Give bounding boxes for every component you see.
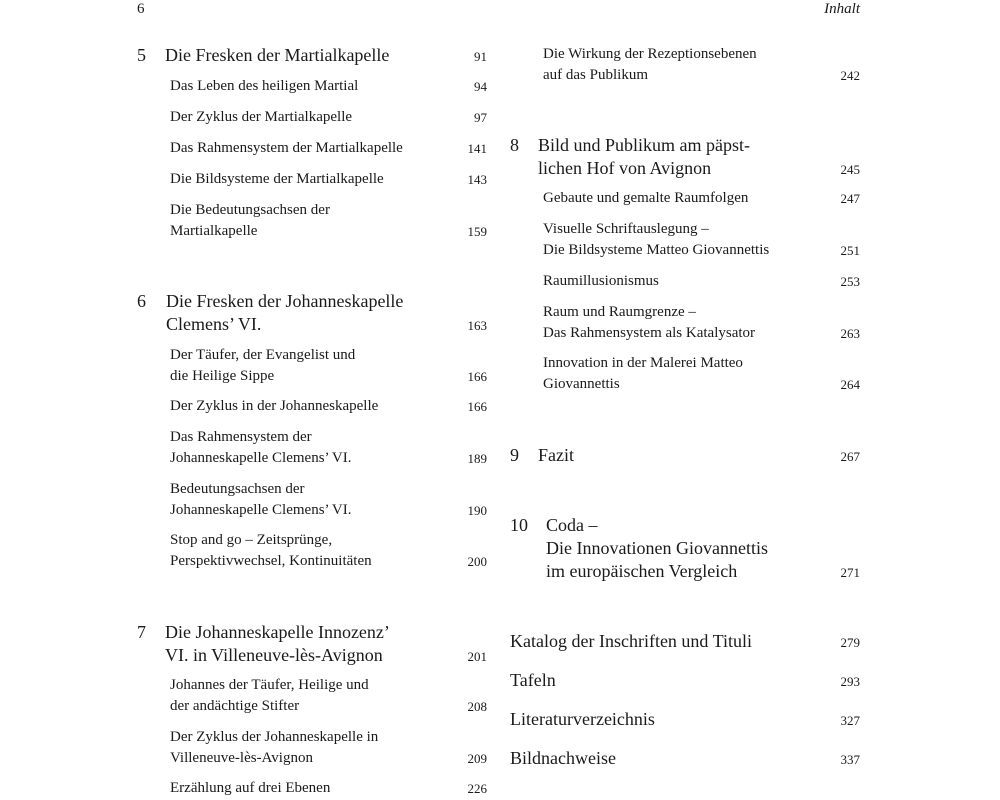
- entry-title: Gebaute und gemalte Raumfolgen: [543, 190, 749, 206]
- page-ref: 267: [840, 449, 860, 464]
- page-ref: 271: [840, 565, 860, 580]
- running-title: Inhalt: [824, 1, 860, 17]
- page-ref: 209: [467, 751, 487, 766]
- page-ref: 253: [840, 274, 860, 289]
- toc-entry[interactable]: [137, 138, 487, 159]
- page-ref: 97: [474, 110, 487, 125]
- entry-title: Das Rahmensystem der Martialkapelle: [170, 140, 403, 156]
- page-ref: 327: [840, 713, 860, 728]
- chapter-number: 7: [137, 622, 146, 642]
- chapter-title: Fazit: [538, 445, 574, 465]
- page-ref: 163: [467, 318, 487, 333]
- entry-title: Stop and go – Zeitsprünge, Perspektivwechsel, Kontinuitäten: [170, 532, 372, 569]
- toc-entry[interactable]: [137, 345, 487, 387]
- chapter-title: Coda – Die Innovationen Giovannettis im europäischen Vergleich: [546, 515, 768, 581]
- toc-entry[interactable]: [510, 44, 860, 86]
- entry-title: Literaturverzeichnis: [510, 709, 655, 729]
- toc-entry[interactable]: [137, 396, 487, 417]
- entry-title: Raum und Raumgrenze – Das Rahmensystem als Katalysator: [543, 304, 756, 341]
- toc-entry[interactable]: [137, 200, 487, 242]
- page-ref: 337: [840, 752, 860, 767]
- toc-entry[interactable]: [137, 76, 487, 97]
- chapter-number: 5: [137, 45, 146, 65]
- toc-backmatter-catalog[interactable]: [510, 630, 860, 653]
- entry-title: Innovation in der Malerei Matteo Giovannettis: [543, 355, 743, 392]
- toc-backmatter-plates[interactable]: [510, 669, 860, 692]
- page-ref: 208: [467, 699, 487, 714]
- entry-title: Bedeutungsachsen der Johanneskapelle Clemens’ VI.: [170, 481, 352, 518]
- page-ref: 190: [467, 503, 487, 518]
- chapter-number: 6: [137, 291, 146, 311]
- entry-title: Die Wirkung der Rezeptionsebenen auf das Publikum: [543, 46, 757, 83]
- entry-title: Der Täufer, der Evangelist und die Heilige Sippe: [170, 347, 356, 384]
- toc-entry[interactable]: [137, 169, 487, 190]
- entry-title: Der Zyklus in der Johanneskapelle: [170, 398, 379, 414]
- page-ref: 159: [467, 224, 487, 239]
- entry-title: Der Zyklus der Martialkapelle: [170, 109, 353, 125]
- chapter-number: 10: [510, 515, 528, 535]
- chapter-number: 9: [510, 445, 519, 465]
- entry-title: Das Rahmensystem der Johanneskapelle Clemens’ VI.: [170, 429, 352, 466]
- entry-title: Raumillusionismus: [543, 273, 659, 289]
- chapter-title: Die Fresken der Martialkapelle: [165, 45, 390, 65]
- toc-chapter-8[interactable]: [510, 134, 860, 180]
- toc-chapter-5[interactable]: [137, 44, 487, 67]
- toc-entry[interactable]: [137, 727, 487, 769]
- page-ref: 143: [467, 172, 487, 187]
- page-ref: 245: [840, 162, 860, 177]
- page-ref: 251: [840, 243, 860, 258]
- page-ref: 91: [474, 49, 487, 64]
- toc-entry[interactable]: [510, 353, 860, 395]
- toc-backmatter-image-credits[interactable]: [510, 747, 860, 770]
- entry-title: Johannes der Täufer, Heilige und der andächtige Stifter: [170, 677, 369, 714]
- chapter-title: Bild und Publikum am päpst- lichen Hof von Avignon: [538, 135, 751, 178]
- page-ref: 189: [467, 451, 487, 466]
- page-ref: 263: [840, 326, 860, 341]
- toc-entry[interactable]: [510, 271, 860, 292]
- toc-entry[interactable]: [137, 479, 487, 521]
- page-ref: 242: [840, 68, 860, 83]
- entry-title: Katalog der Inschriften und Tituli: [510, 631, 752, 651]
- entry-title: Die Bildsysteme der Martialkapelle: [170, 171, 384, 187]
- page-ref: 247: [840, 191, 860, 206]
- toc-entry[interactable]: [510, 188, 860, 209]
- page-ref: 201: [467, 649, 487, 664]
- toc-chapter-9[interactable]: [510, 444, 860, 467]
- entry-title: Visuelle Schriftauslegung – Die Bildsysteme Matteo Giovannettis: [543, 221, 770, 258]
- toc-entry[interactable]: [137, 530, 487, 572]
- toc-entry[interactable]: [510, 302, 860, 344]
- entry-title: Die Bedeutungsachsen der Martialkapelle: [170, 202, 330, 239]
- toc-entry[interactable]: [137, 427, 487, 469]
- chapter-title: Die Fresken der Johanneskapelle Clemens’ VI.: [166, 291, 404, 334]
- page-ref: 94: [474, 79, 487, 94]
- page-ref: 226: [467, 781, 487, 796]
- toc-chapter-7[interactable]: [137, 621, 487, 667]
- page-ref: 293: [840, 674, 860, 689]
- toc-entry[interactable]: [137, 107, 487, 128]
- page-ref: 279: [840, 635, 860, 650]
- entry-title: Bildnachweise: [510, 748, 616, 768]
- page-ref: 264: [840, 377, 860, 392]
- page-ref: 166: [467, 399, 487, 414]
- entry-title: Erzählung auf drei Ebenen: [170, 780, 331, 796]
- entry-title: Das Leben des heiligen Martial: [170, 78, 359, 94]
- toc-entry[interactable]: [137, 778, 487, 799]
- chapter-number: 8: [510, 135, 519, 155]
- toc-chapter-10[interactable]: [510, 514, 860, 583]
- entry-title: Der Zyklus der Johanneskapelle in Villeneuve-lès-Avignon: [170, 729, 379, 766]
- page-number: 6: [137, 1, 145, 17]
- page-ref: 200: [467, 554, 487, 569]
- toc-chapter-6[interactable]: [137, 290, 487, 336]
- chapter-title: Die Johanneskapelle Innozenz’ VI. in Villeneuve-lès-Avignon: [165, 622, 390, 665]
- toc-backmatter-bibliography[interactable]: [510, 708, 860, 731]
- entry-title: Tafeln: [510, 670, 556, 690]
- page-ref: 141: [467, 141, 487, 156]
- page-ref: 166: [467, 369, 487, 384]
- toc-entry[interactable]: [510, 219, 860, 261]
- toc-entry[interactable]: [137, 675, 487, 717]
